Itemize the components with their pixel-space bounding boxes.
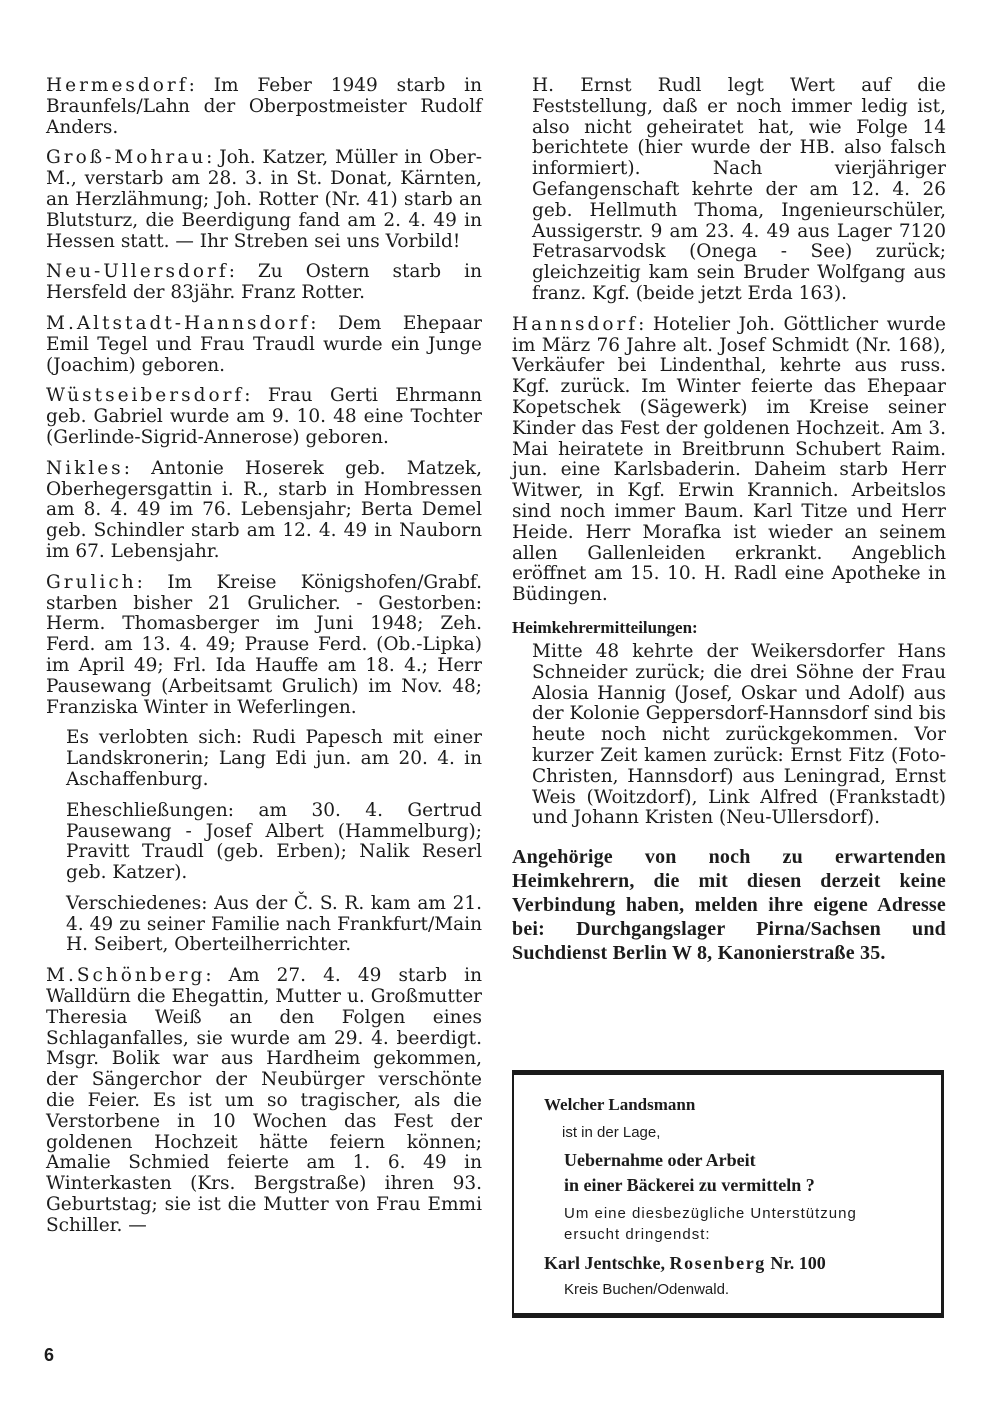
entry-text: : Dem Ehepaar Emil Tegel und Frau Traudl wurde ein Junge (Joachim) geboren. [46, 312, 482, 376]
entry-text: : Antonie Hoserek geb. Matzek, Oberhegersgattin i. R., starb in Hombressen am 8. 4. 49 im 76. Lebensjahr; Berta Demel geb. Schindler starb am 12. 4. 49 in Nauborn im 67. Lebensjahr. [46, 457, 482, 562]
entry-text: : Im Feber 1949 starb in Braunfels/Lahn der Oberpostmeister Rudolf Anders. [46, 75, 482, 138]
ad-headline: in einer Bäckerei zu vermitteln ? [564, 1175, 815, 1195]
heimkehrer-notice: Angehörige von noch zu erwartenden Heimkehrern, die mit diesen derzeit keine Verbindung haben, melden ihre eigene Adresse bei: Durchgangslager Pirna/Sachsen und Suchdienst Berlin W 8, Kanonierstraße 35. [512, 846, 946, 965]
left-column [46, 76, 482, 1247]
entry-text: : Im Kreise Königshofen/Grabf. starben bisher 21 Grulicher. - Gestorben: Herm. Thomasberger im Juni 1948; Zeh. Ferd. am 13. 4. 49; Prause Ferd. (Ob.-Lipka) im April 49; Frl. Ida Hauffe am 18. 4.; Herr Pausewang (Arbeitsamt Grulich) im Nov. 48; Franziska Winter in Weferlingen. [46, 571, 482, 718]
entry-eheschliessungen [46, 801, 482, 884]
place-name: Groß-Mohrau [46, 147, 207, 169]
heimkehrer-text: Mitte 48 kehrte der Weikersdorfer Hans Schneider zurück; die drei Söhne der Frau Alosia Hannig (Josef, Oskar und Adolf) aus der Kolonie Geppersdorf-Hannsdorf sind bis heute noch nicht zurückgekommen. Vor kurzer Zeit kamen zurück: Ernst Fitz (Foto-Christen, Hannsdorf) aus Leningrad, Ernst Weis (Woitzdorf), Link Alfred (Frankstadt) und Johann Kristen (Neu-Ullersdorf). [532, 640, 946, 829]
entry-text: Verschiedenes: Aus der Č. S. R. kam am 21. 4. 49 zu seiner Familie nach Frankfurt/Main H. Seibert, Oberteilherrichter. [66, 892, 482, 956]
entry-gross-mohrau [46, 148, 482, 252]
entry-text: : Frau Gerti Ehrmann geb. Gabriel wurde am 9. 10. 48 eine Tochter (Gerlinde-Sigrid-Annerose) geboren. [46, 385, 482, 448]
ad-title: Welcher Landsmann [544, 1095, 696, 1114]
entry-neu-ullersdorf [46, 262, 482, 304]
ad-contact [544, 1253, 826, 1274]
ad-contact-place: Rosenberg [669, 1253, 766, 1273]
entry-schoenberg [46, 966, 482, 1236]
entry-altstadt-hannsdorf [46, 314, 482, 376]
heimkehrer-heading: Heimkehrermitteilungen: [512, 617, 698, 637]
entry-text: : Joh. Katzer, Müller in Ober-M., verstarb am 28. 3. in St. Donat, Kärnten, an Herzlähmung; Joh. Rotter (Nr. 41) starb an Blutsturz, die Beerdigung fand am 2. 4. 49 in Hessen statt. — Ihr Streben sei uns Vorbild! [46, 147, 482, 252]
place-name: M.Altstadt-Hannsdorf [46, 312, 311, 334]
entry-hannsdorf [512, 315, 946, 606]
place-name: Hermesdorf [46, 75, 189, 96]
entry-text: H. Ernst Rudl legt Wert auf die Feststellung, daß er noch immer ledig ist, also nicht geheiratet hat, wie Folge 14 berichtete (hier wurde der HB. also falsch informiert). Nach vierjähriger Gefangenschaft kehrte der am 12. 4. 26 geb. Hellmuth Thoma, Ingenieurschüler, Aussigerstr. 9 am 23. 4. 49 aus Lager 7120 Fetrasarvodsk (Onega - See) zurück; gleichzeitig kam sein Bruder Wolfgang aus franz. Kgf. (beide jetzt Erda 163). [532, 75, 946, 304]
place-name: Neu-Ullersdorf [46, 261, 229, 283]
place-name: Wüstseibersdorf [46, 385, 245, 407]
place-name: Hannsdorf [512, 313, 639, 335]
ad-line: Kreis Buchen/Odenwald. [564, 1281, 730, 1298]
entry-text: : Hotelier Joh. Göttlicher wurde im März 76 Jahre alt. Josef Schmidt (Nr. 168), Verkäufer bei Lindenthal, kehrte aus russ. Kgf. zurück. Im Winter feierte das Ehepaar Kopetschek (Sägewerk) im Kreise seiner Kinder das Fest der goldenen Hochzeit. Am 3. Mai heiratete in Breitbrunn Schubert Raim. jun. eine Karlsbaderin. Daheim starb Herr Witwer, in Kgf. Erwin Krannich. Arbeitslos sind noch immer Baum. Karl Titze und Herr Heide. Herr Morafka ist wieder an seinem allen Gallenleiden erkrankt. Angeblich eröffnet am 15. 10. H. Radl eine Apotheke in Büdingen. [512, 313, 946, 606]
entry-text: Es verlobten sich: Rudi Papesch mit einer Landskronerin; Lang Edi jun. am 20. 4. in Aschaffenburg. [66, 727, 482, 790]
entry-wuestseibersdorf [46, 386, 482, 448]
place-name: Nikles [46, 457, 124, 479]
entry-text: Eheschließungen: am 30. 4. Gertrud Pausewang - Josef Albert (Hammelburg); Pravitt Traudl (geb. Erben); Nalik Reserl geb. Katzer). [66, 799, 482, 884]
entry-grulich [46, 573, 482, 719]
ad-line: Um eine diesbezügliche Unterstützung [564, 1205, 857, 1222]
ad-contact-number: Nr. 100 [770, 1253, 826, 1273]
entry-text: : Zu Ostern starb in Hersfeld der 83jähr. Franz Rotter. [46, 261, 482, 304]
entry-verschiedenes [46, 894, 482, 956]
entry-rudl-thoma [512, 76, 946, 305]
ad-headline: Uebernahme oder Arbeit [564, 1150, 756, 1170]
ad-line: ist in der Lage, [562, 1124, 661, 1141]
right-column [512, 76, 946, 985]
advertisement-box [512, 1070, 944, 1318]
place-name: M.Schönberg [46, 965, 206, 987]
entry-text: : Am 27. 4. 49 starb in Walldürn die Ehegattin, Mutter u. Großmutter Theresia Weiß an den Folgen eines Schlaganfalles, sie wurde am 29. 4. beerdigt. Msgr. Bolik war aus Hardheim gekommen, der Sängerchor der Neubürger verschönte die Feier. Es ist um so tragischer, als die Verstorbene in 10 Wochen das Fest der goldenen Hochzeit hätte feiern können; Amalie Schmied feierte am 1. 6. 49 in Winterkasten (Krs. Bergstraße) ihren 93. Geburtstag; sie ist die Mutter von Frau Emmi Schiller. — [46, 965, 482, 1236]
place-name: Grulich [46, 571, 137, 593]
ad-contact-name: Karl Jentschke, [544, 1253, 665, 1273]
entry-nikles [46, 459, 482, 563]
page-number: 6 [44, 1345, 55, 1365]
ad-line: ersucht dringendst: [564, 1226, 711, 1243]
entry-hermesdorf [46, 76, 482, 138]
entry-verlobungen [46, 728, 482, 790]
